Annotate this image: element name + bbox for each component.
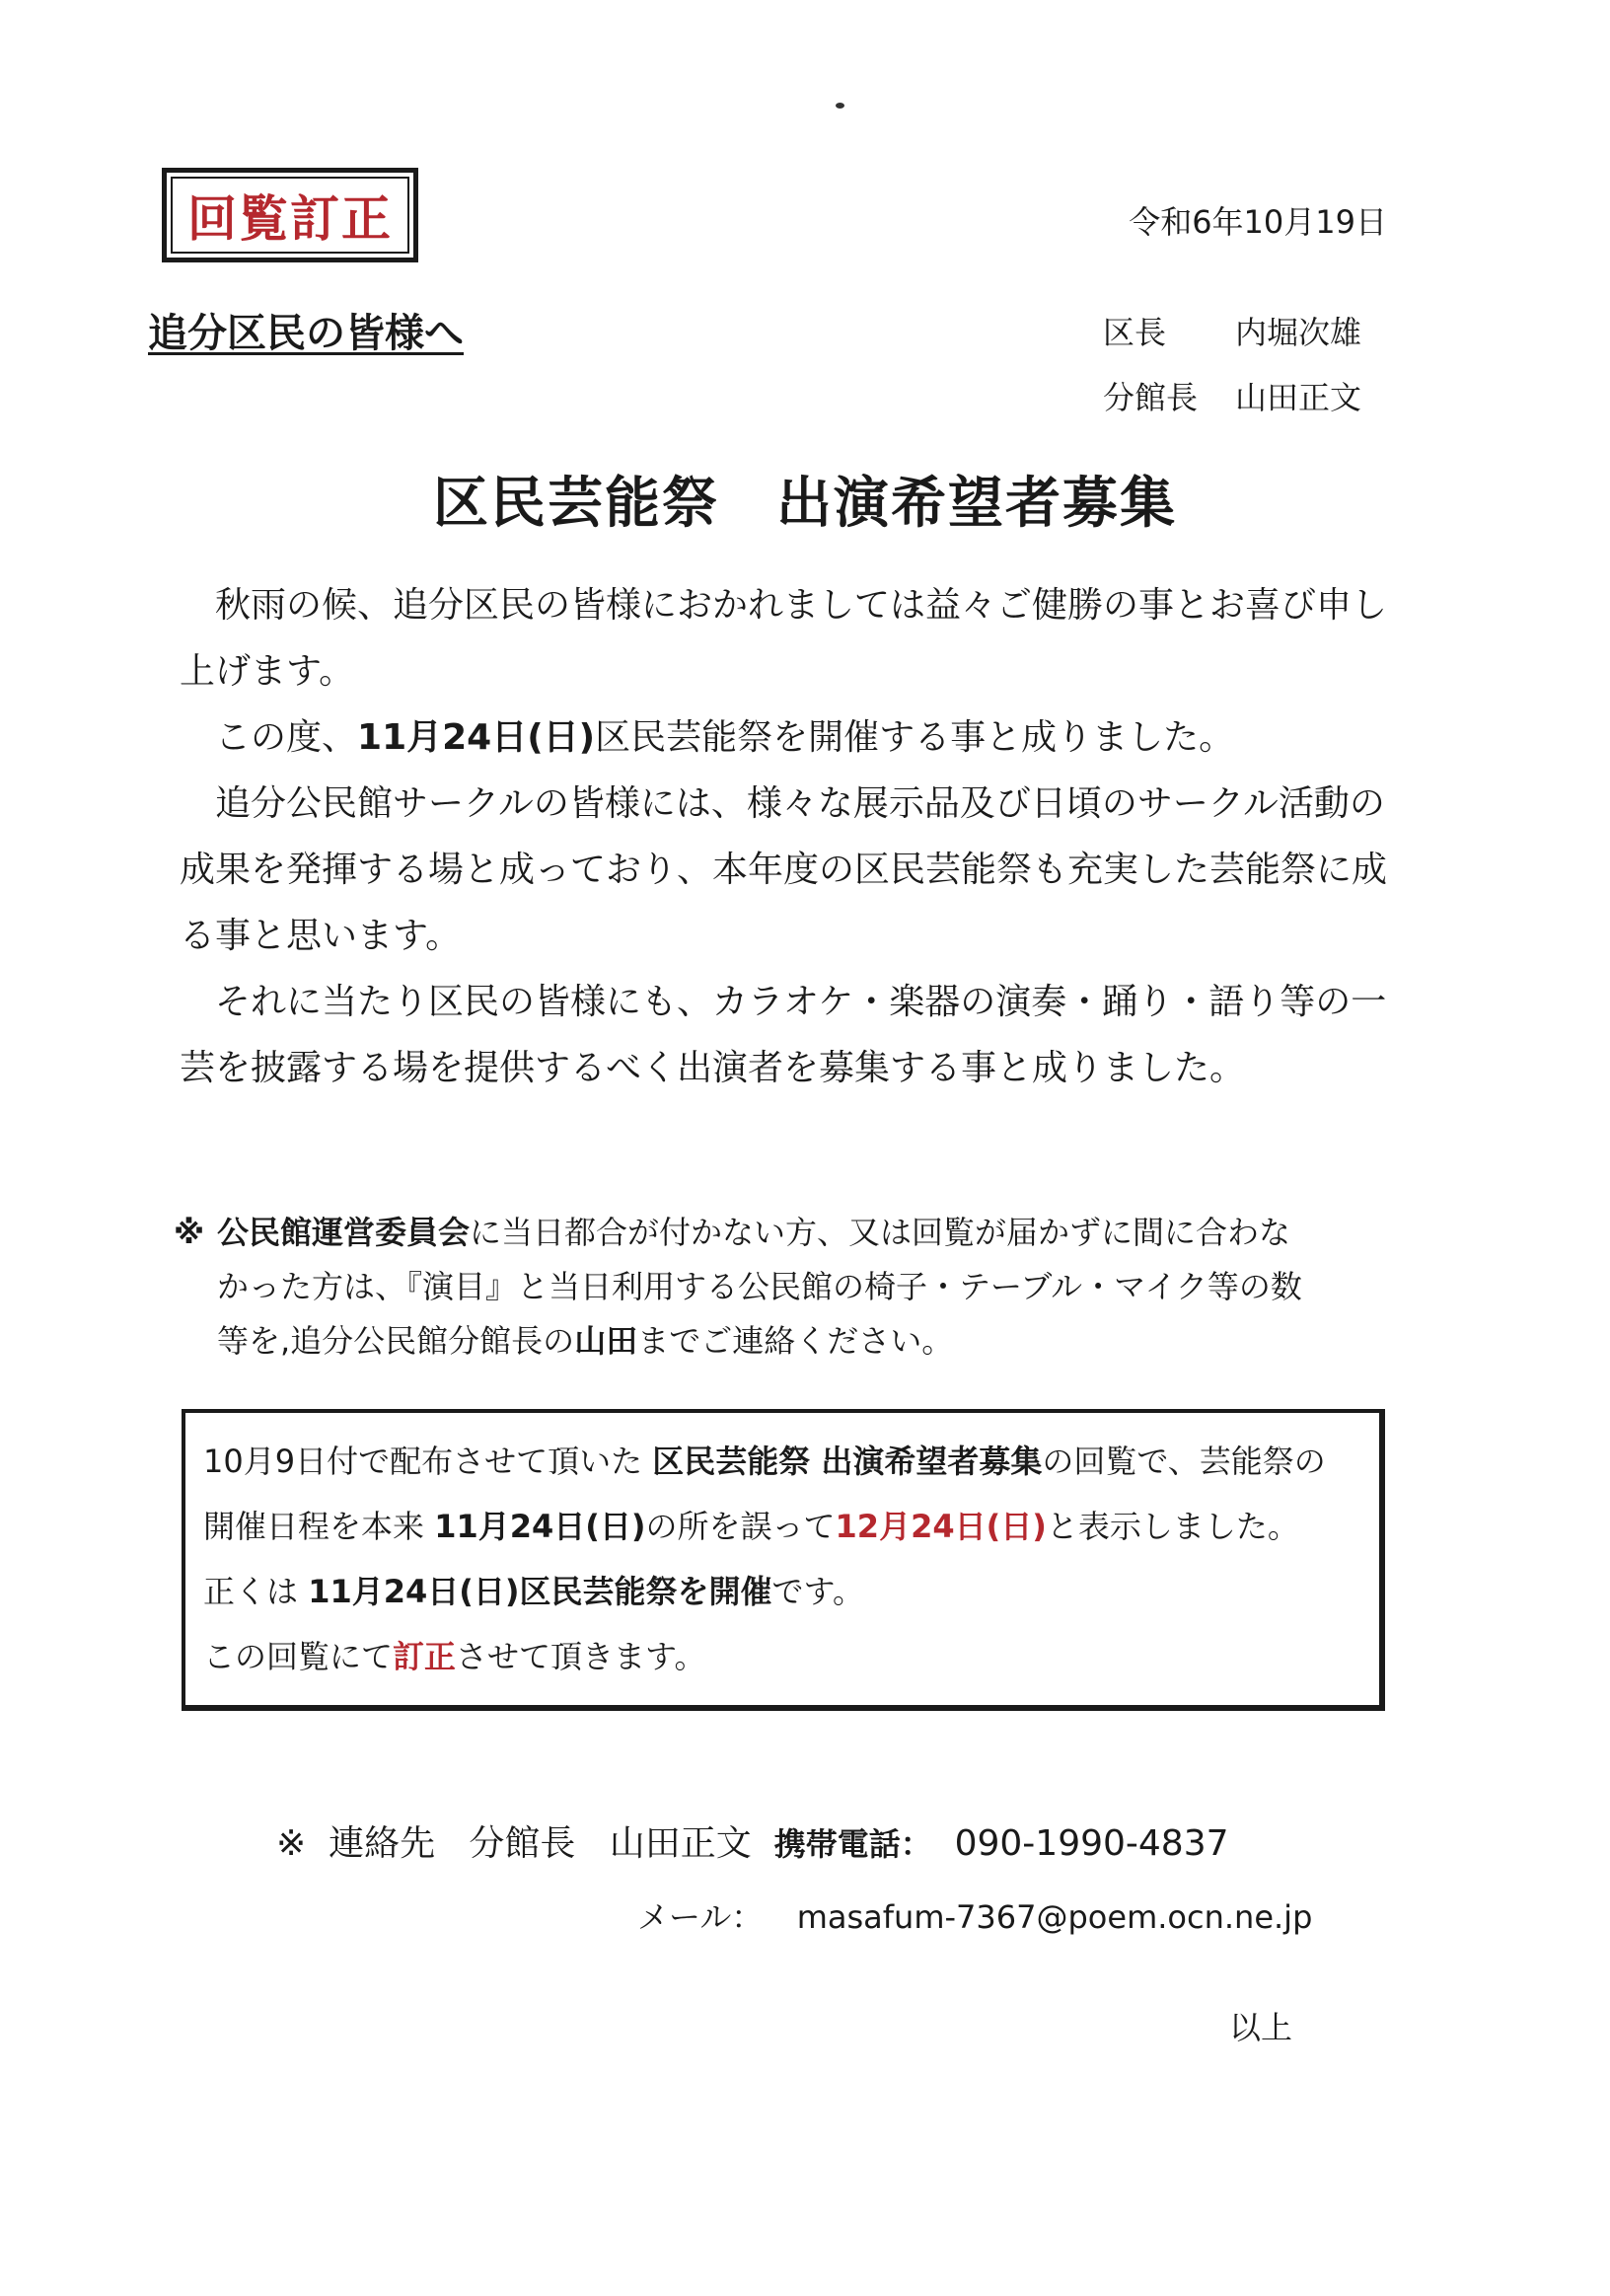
reference-mark: ※ <box>276 1823 307 1864</box>
note-line: かった方は、『演目』と当日利用する公民館の椅子・テーブル・マイク等の数 <box>217 1268 1302 1305</box>
addressee: 追分区民の皆様へ <box>148 311 464 356</box>
text-fragment: 区民芸能祭を開催する事と成りました。 <box>595 717 1235 758</box>
phone-number: 090-1990-4837 <box>954 1823 1229 1864</box>
text-fragment: までご連絡ください。 <box>637 1322 954 1360</box>
text-fragment: させて頂きます。 <box>456 1638 706 1675</box>
note-line <box>217 1314 1407 1369</box>
closing-mark: 以上 <box>1229 2009 1293 2046</box>
notice-line <box>203 1429 1361 1494</box>
text-fragment: この回覧にて <box>203 1638 394 1675</box>
text-fragment: この度、 <box>215 717 358 758</box>
scan-speck <box>836 103 844 109</box>
sender-district-head <box>1103 308 1361 353</box>
text-fragment: 正くは <box>203 1573 309 1610</box>
correction-notice-box <box>182 1409 1385 1711</box>
text-fragment: 10月9日付で配布させて頂いた <box>203 1443 653 1480</box>
paragraph-circles: 追分公民館サークルの皆様には、様々な展示品及び日頃のサークル活動の成果を発揮する場と成っており、本年度の区民芸能祭も充実した芸能祭に成る事と思います。 <box>180 783 1388 956</box>
text-fragment: の所を誤って <box>645 1508 836 1545</box>
paragraph-greeting: 秋雨の候、追分区民の皆様におかれましては益々ご健勝の事とお喜び申し上げます。 <box>180 585 1388 692</box>
body-text <box>180 572 1393 1101</box>
correct-statement: 11月24日(日)区民芸能祭を開催 <box>308 1573 772 1610</box>
sender-name: 山田正文 <box>1235 379 1362 416</box>
contact-name: 山田正文 <box>609 1823 752 1864</box>
stamp-box <box>162 168 418 262</box>
contact-mail-line <box>637 1892 1312 1938</box>
note-line <box>217 1206 1407 1260</box>
text-fragment: 等を,追分公民館分館長の <box>217 1322 575 1360</box>
paragraph-recruitment: それに当たり区民の皆様にも、カラオケ・楽器の演奏・踊り・語り等の一芸を披露する場を提供するべく出演者を募集する事と成りました。 <box>180 982 1387 1088</box>
contact-label: 連絡先 <box>329 1823 436 1864</box>
sender-role: 分館長 <box>1103 379 1199 416</box>
contact-phone-line <box>276 1815 1229 1866</box>
event-name: 区民芸能祭 出演希望者募集 <box>652 1443 1043 1480</box>
sender-branch-head <box>1103 373 1361 418</box>
paragraph-festival-date <box>180 704 1393 771</box>
contact-role: 分館長 <box>469 1823 576 1864</box>
committee-name: 公民館運営委員会 <box>217 1214 471 1251</box>
mail-label: メール： <box>637 1898 764 1936</box>
contact-person: 山田 <box>574 1322 638 1360</box>
phone-label: 携帯電話： <box>773 1825 932 1863</box>
text-fragment: の回覧で、芸能祭の <box>1042 1443 1326 1480</box>
page-title: 区民芸能祭 出演希望者募集 <box>433 472 1177 536</box>
text-fragment: に当日都合が付かない方、又は回覧が届かずに間に合わな <box>470 1214 1291 1251</box>
document-date: 令和6年10月19日 <box>1129 203 1387 241</box>
sender-role: 区長 <box>1103 314 1167 351</box>
text-fragment: 開催日程を本来 <box>203 1508 435 1545</box>
mail-address: masafum-7367@poem.ocn.ne.jp <box>796 1898 1313 1936</box>
notice-line <box>203 1624 1361 1689</box>
text-fragment: です。 <box>771 1573 864 1610</box>
correct-date: 11月24日(日) <box>434 1508 646 1545</box>
notice-line <box>203 1494 1361 1559</box>
sender-name: 内堀次雄 <box>1235 314 1362 351</box>
notice-line <box>203 1559 1361 1624</box>
text-fragment: と表示しました。 <box>1046 1508 1299 1545</box>
stamp-label: 回覧訂正 <box>171 177 409 254</box>
festival-date: 11月24日(日) <box>357 717 596 758</box>
reference-mark: ※ <box>174 1214 205 1251</box>
correction-word: 訂正 <box>393 1638 457 1675</box>
contact-note <box>174 1206 1407 1369</box>
wrong-date: 12月24日(日) <box>835 1508 1047 1545</box>
